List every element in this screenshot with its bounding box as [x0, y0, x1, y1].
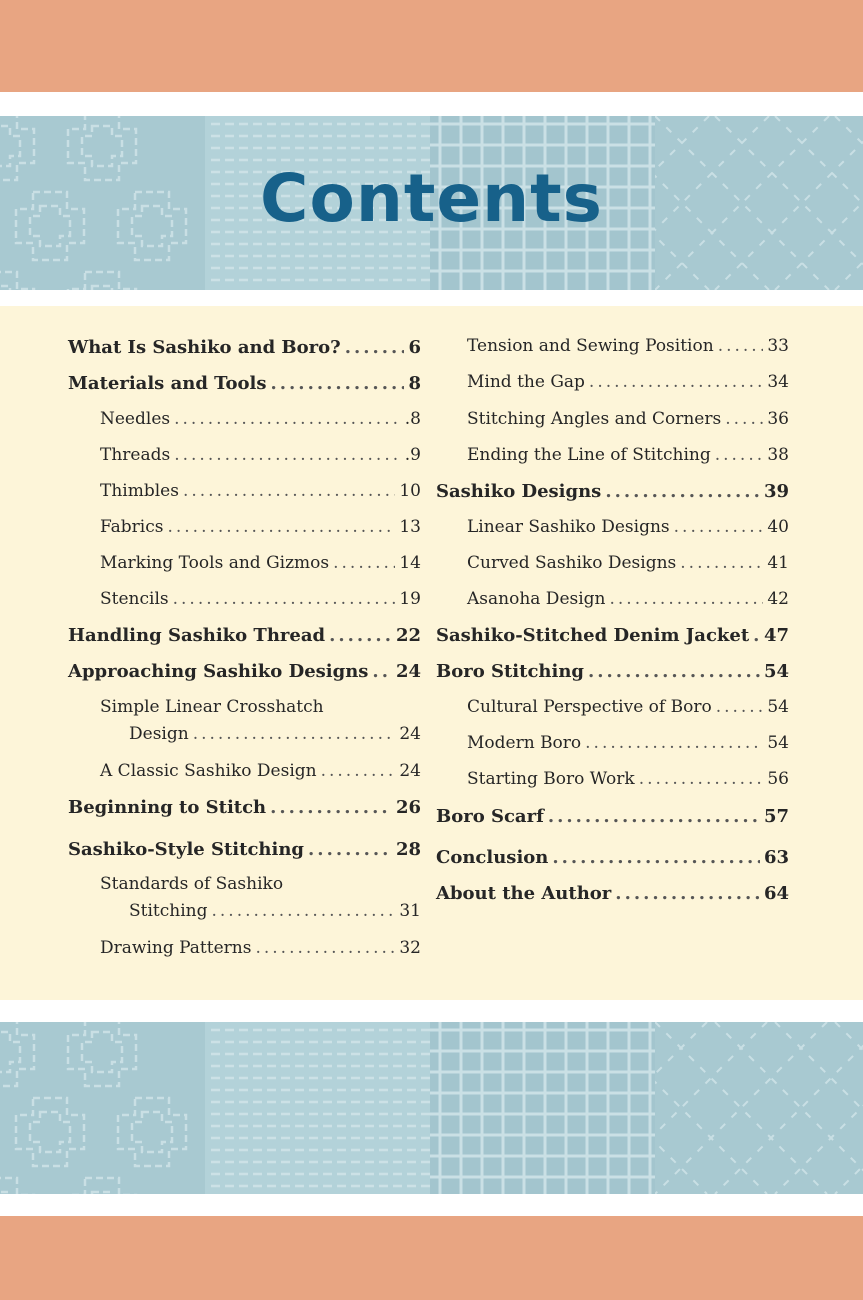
- toc-leader-dots: [725, 406, 763, 433]
- toc-entry[interactable]: [100, 478, 421, 505]
- toc-leader-dots: [255, 935, 395, 962]
- toc-entry-label: Needles: [100, 409, 171, 429]
- sashiko-pattern-bottom-svg: [0, 1022, 863, 1194]
- toc-entry-page: 47: [763, 625, 789, 646]
- toc-leader-dots: [173, 586, 396, 613]
- toc-entry-page: 31: [399, 901, 421, 921]
- toc-entry-line1: Standards of Sashiko: [100, 874, 284, 894]
- toc-leader-dots: [308, 836, 392, 863]
- toc-entry-label: Ending the Line of Stitching: [467, 445, 711, 465]
- toc-entry-page: .9: [404, 445, 421, 465]
- toc-entry[interactable]: [100, 514, 421, 541]
- toc-entry-label: Mind the Gap: [467, 372, 585, 392]
- toc-entry-label: Sashiko-Stitched Denim Jacket: [436, 625, 750, 646]
- toc-entry-label: Cultural Perspective of Boro: [467, 697, 712, 717]
- toc-entry-label: Design: [129, 724, 189, 744]
- toc-entry-label: Beginning to Stitch: [68, 797, 267, 818]
- toc-leader-dots: [585, 730, 763, 757]
- toc-entry[interactable]: [467, 442, 789, 469]
- toc-leader-dots: [605, 478, 760, 505]
- toc-entry[interactable]: [100, 935, 421, 962]
- toc-entry[interactable]: [436, 803, 789, 830]
- toc-entry-label: Stitching Angles and Corners: [467, 409, 722, 429]
- toc-entry-page: 26: [395, 797, 421, 818]
- toc-entry[interactable]: [100, 758, 421, 785]
- toc-entry-page: 64: [763, 883, 789, 904]
- toc-entry-label: Boro Scarf: [436, 806, 544, 827]
- toc-entry-page: 63: [763, 847, 789, 868]
- toc-leader-dots: [589, 369, 763, 396]
- toc-entry-page: 19: [399, 589, 421, 609]
- toc-leader-dots: [183, 478, 395, 505]
- toc-entry-page: .8: [404, 409, 421, 429]
- toc-entry-label: A Classic Sashiko Design: [100, 761, 317, 781]
- toc-entry[interactable]: [68, 370, 421, 397]
- toc-entry[interactable]: [68, 622, 421, 649]
- toc-entry[interactable]: [100, 586, 421, 613]
- toc-leader-dots: [345, 334, 405, 361]
- toc-leader-dots: [271, 370, 405, 397]
- toc-entry[interactable]: [436, 844, 789, 871]
- toc-entry[interactable]: [467, 730, 789, 757]
- toc-leader-dots: [716, 694, 764, 721]
- toc-leader-dots: [321, 758, 396, 785]
- toc-entry-page: 14: [399, 553, 421, 573]
- toc-entry[interactable]: [436, 478, 789, 505]
- toc-leader-dots: [610, 586, 764, 613]
- toc-entry-page: 39: [763, 481, 789, 502]
- toc-entry-label: Sashiko-Style Stitching: [68, 839, 305, 860]
- toc-entry[interactable]: [68, 794, 421, 821]
- toc-entry[interactable]: [467, 369, 789, 396]
- toc-entry-label: What Is Sashiko and Boro?: [68, 337, 341, 358]
- toc-entry-page: 42: [767, 589, 789, 609]
- toc-entry-page: 10: [399, 481, 421, 501]
- toc-entry-page: 54: [763, 661, 789, 682]
- toc-entry-label: Threads: [100, 445, 171, 465]
- toc-entry[interactable]: [467, 766, 789, 793]
- toc-entry-label: Thimbles: [100, 481, 179, 501]
- toc-entry-page: 36: [767, 409, 789, 429]
- toc-entry-page: 24: [395, 661, 421, 682]
- toc-entry-label: Curved Sashiko Designs: [467, 553, 677, 573]
- toc-entry-page: 8: [408, 373, 421, 394]
- toc-entry[interactable]: [68, 836, 421, 863]
- toc-entry-page: 32: [399, 938, 421, 958]
- toc-leader-dots: [174, 442, 401, 469]
- toc-leader-dots: [552, 844, 760, 871]
- toc-leader-dots: [167, 514, 395, 541]
- toc-leader-dots: [174, 406, 401, 433]
- toc-entry-page: 54: [767, 697, 789, 717]
- toc-leader-dots: [639, 766, 764, 793]
- page-title: Contents: [260, 160, 603, 237]
- toc-entry-page: 6: [408, 337, 421, 358]
- toc-leader-dots: [718, 333, 764, 360]
- toc-leader-dots: [372, 658, 392, 685]
- sashiko-pattern-banner-bottom: [0, 1022, 863, 1194]
- toc-entry-label: Fabrics: [100, 517, 164, 537]
- toc-entry-label: Marking Tools and Gizmos: [100, 553, 330, 573]
- toc-entry-label: Conclusion: [436, 847, 549, 868]
- top-color-band: [0, 0, 863, 92]
- toc-leader-dots: [753, 622, 760, 649]
- toc-entry-page: 41: [767, 553, 789, 573]
- toc-leader-dots: [588, 658, 760, 685]
- toc-entry-label: Sashiko Designs: [436, 481, 602, 502]
- toc-leader-dots: [270, 794, 392, 821]
- toc-entry-label: Asanoha Design: [467, 589, 606, 609]
- toc-leader-dots: [715, 442, 764, 469]
- toc-entry-label: Tension and Sewing Position: [467, 336, 714, 356]
- toc-leader-dots: [615, 880, 760, 907]
- toc-entry-label: Modern Boro: [467, 733, 582, 753]
- toc-leader-dots: [674, 514, 764, 541]
- toc-entry-page: 40: [767, 517, 789, 537]
- toc-entry-page: 34: [767, 372, 789, 392]
- toc-entry-label: Boro Stitching: [436, 661, 584, 682]
- toc-entry[interactable]: [467, 514, 789, 541]
- toc-entry[interactable]: [68, 334, 421, 361]
- toc-entry-label: Approaching Sashiko Designs: [68, 661, 369, 682]
- toc-entry-page: 24: [399, 761, 421, 781]
- toc-entry[interactable]: [100, 550, 421, 577]
- toc-entry-page: 28: [395, 839, 421, 860]
- toc-entry-page: 56: [767, 769, 789, 789]
- toc-entry[interactable]: [436, 658, 789, 685]
- toc-entry[interactable]: [129, 721, 421, 748]
- toc-leader-dots: [548, 803, 760, 830]
- toc-entry-page: 24: [399, 724, 421, 744]
- toc-entry-label: Stencils: [100, 589, 169, 609]
- toc-entry-line1: Simple Linear Crosshatch: [100, 697, 324, 717]
- toc-entry[interactable]: [467, 550, 789, 577]
- toc-entry[interactable]: [68, 658, 421, 685]
- toc-leader-dots: [211, 898, 395, 925]
- toc-entry-label: About the Author: [436, 883, 612, 904]
- toc-entry-label: Starting Boro Work: [467, 769, 635, 789]
- toc-entry-page: 38: [767, 445, 789, 465]
- toc-entry-label: Linear Sashiko Designs: [467, 517, 670, 537]
- toc-entry-label: Drawing Patterns: [100, 938, 252, 958]
- toc-entry[interactable]: [467, 406, 789, 433]
- toc-entry-page: 54: [767, 733, 789, 753]
- toc-entry-page: 57: [763, 806, 789, 827]
- toc-entry[interactable]: [100, 406, 421, 433]
- toc-leader-dots: [329, 622, 392, 649]
- toc-entry-label: Materials and Tools: [68, 373, 267, 394]
- toc-entry-label: Stitching: [129, 901, 208, 921]
- toc-entry[interactable]: [129, 898, 421, 925]
- toc-entry[interactable]: [436, 880, 789, 907]
- toc-entry-page: 33: [767, 336, 789, 356]
- toc-entry[interactable]: [436, 622, 789, 649]
- bottom-color-band: [0, 1216, 863, 1300]
- toc-entry[interactable]: [100, 442, 421, 469]
- toc-entry[interactable]: [467, 333, 789, 360]
- toc-entry-label: Handling Sashiko Thread: [68, 625, 326, 646]
- toc-leader-dots: [680, 550, 763, 577]
- toc-entry[interactable]: [467, 694, 789, 721]
- toc-entry-page: 13: [399, 517, 421, 537]
- toc-leader-dots: [193, 721, 396, 748]
- toc-entry[interactable]: [467, 586, 789, 613]
- toc-leader-dots: [333, 550, 395, 577]
- toc-entry-page: 22: [395, 625, 421, 646]
